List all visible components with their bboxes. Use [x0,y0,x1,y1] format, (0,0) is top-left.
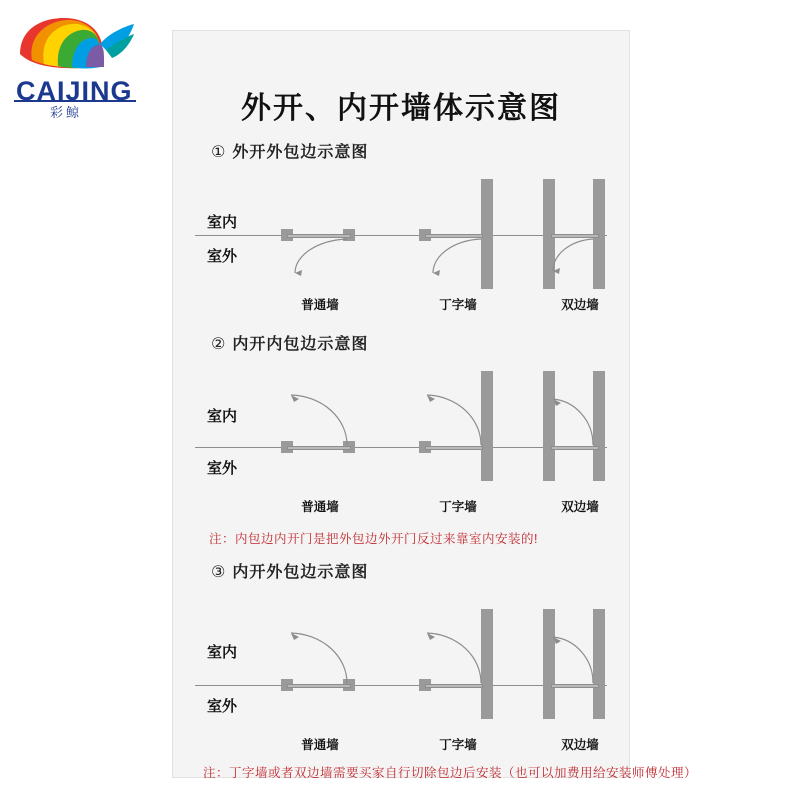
section-1-heading [211,139,368,162]
section-inward-open-inner-trim [173,331,629,551]
section-1-number: ① [211,144,227,161]
outdoor-label: 室外 [207,248,238,265]
section-2-heading [211,331,368,354]
section-3-note: 注：丁字墙或者双边墙需要买家自行切除包边后安装（也可以加费用给安装师傅处理） [203,766,698,780]
swing-arcs [195,365,607,515]
brand-name-cn: 彩鲸 [50,105,83,120]
brand-logo [14,14,144,120]
section-3-title: 内开外包边示意图 [232,564,369,581]
caption-double-wall: 双边墙 [561,298,599,312]
section-outward-open [173,139,629,319]
section-1-title: 外开外包边示意图 [232,144,369,161]
section-3-heading [211,559,368,582]
caption-normal-wall: 普通墙 [301,500,339,514]
caption-t-wall: 丁字墙 [439,298,477,312]
section-3-diagram [195,593,607,752]
section-2-diagram [195,365,607,515]
caption-double-wall: 双边墙 [561,738,599,752]
section-3-number: ③ [211,564,227,581]
whale-logo-icon [14,14,136,76]
indoor-label: 室内 [207,644,238,661]
section-1-diagram [195,173,607,319]
section-2-title: 内开内包边示意图 [232,336,369,353]
caption-double-wall: 双边墙 [561,500,599,514]
outdoor-label: 室外 [207,698,238,715]
section-2-note: 注：内包边内开门是把外包边外开门反过来靠室内安装的! [209,532,538,546]
page-title: 外开、内开墙体示意图 [241,92,561,125]
caption-normal-wall: 普通墙 [301,298,339,312]
brand-name: CAIJING [16,76,133,106]
indoor-label: 室内 [207,214,238,231]
swing-arcs [195,593,607,743]
section-2-number: ② [211,336,227,353]
diagram-poster [172,30,698,780]
indoor-label: 室内 [207,408,238,425]
caption-t-wall: 丁字墙 [439,500,477,514]
outdoor-label: 室外 [207,460,238,477]
swing-arcs [195,173,607,293]
caption-t-wall: 丁字墙 [439,738,477,752]
caption-normal-wall: 普通墙 [301,738,339,752]
section-inward-open-outer-trim [173,559,698,780]
